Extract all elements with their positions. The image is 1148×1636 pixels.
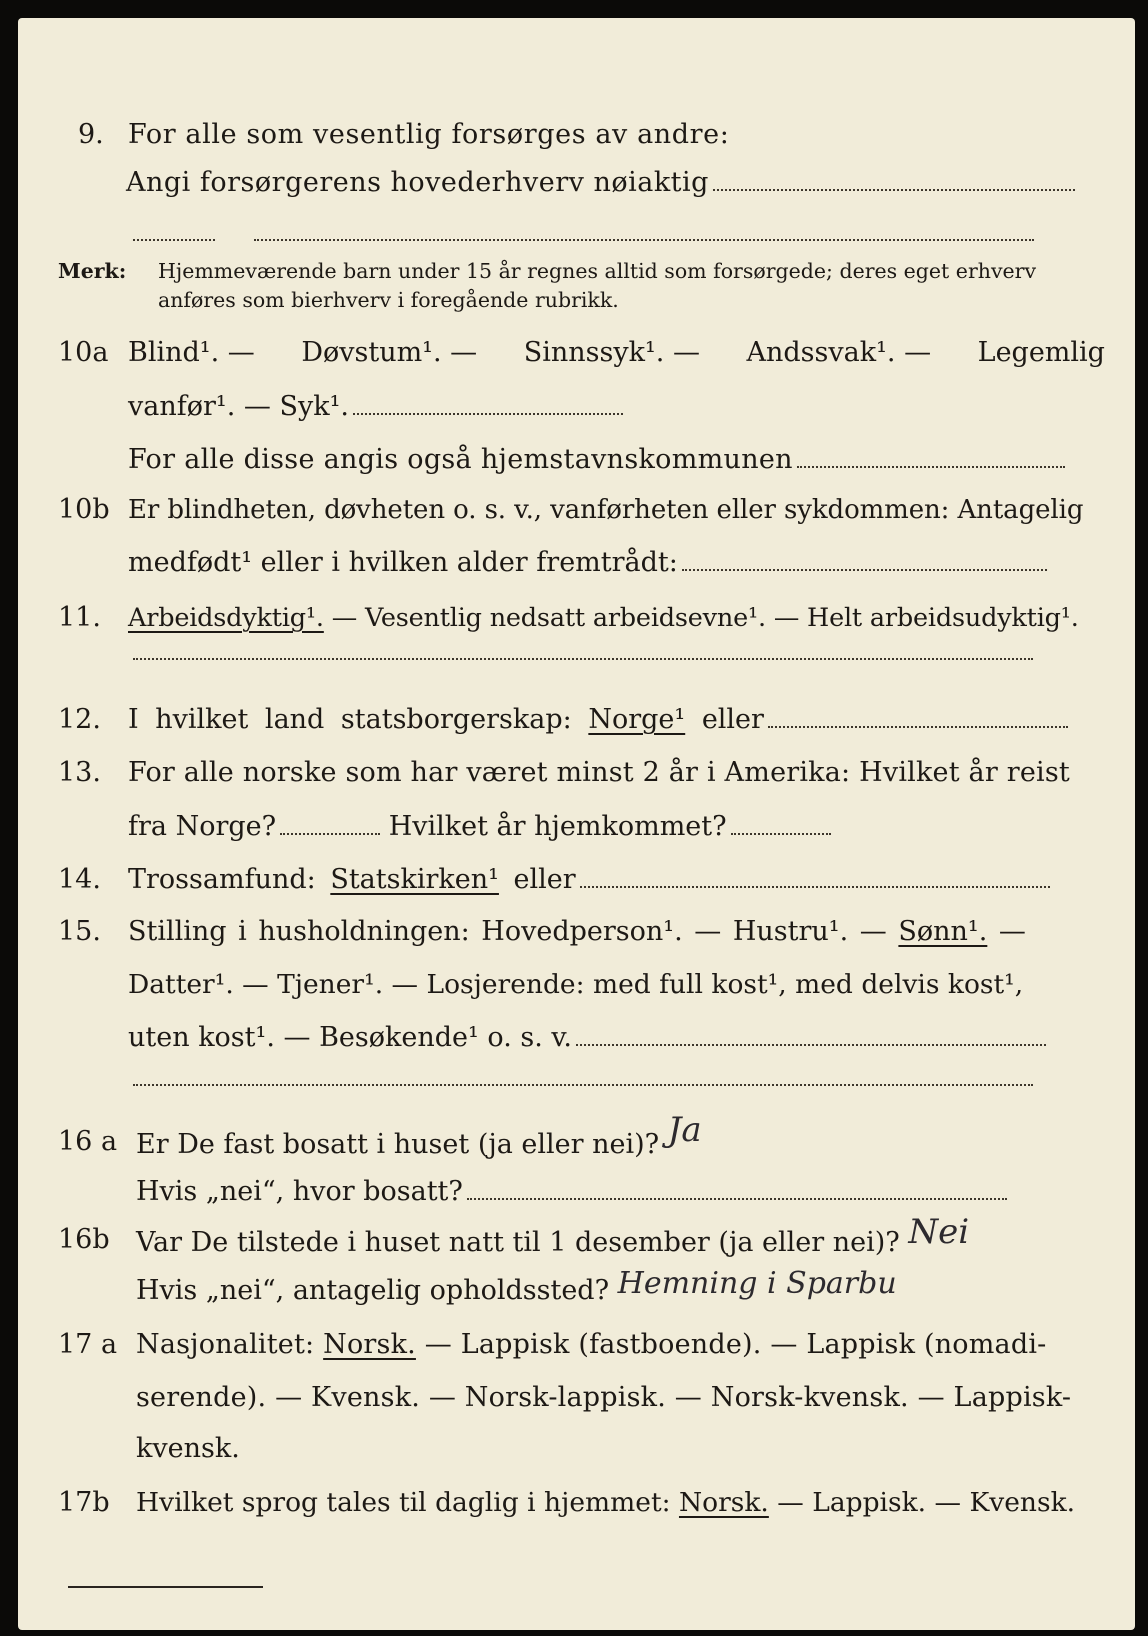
bottom-rule	[68, 1586, 263, 1588]
q12-eller: eller	[701, 704, 764, 735]
q12-other-country-field[interactable]	[768, 726, 1068, 728]
q15-dash: —	[998, 916, 1026, 947]
q14-number: 14.	[58, 864, 101, 895]
q9-text-line1: For alle som vesentlig forsørges av andre:	[128, 119, 730, 150]
q15-answer-line[interactable]	[133, 1084, 1033, 1086]
q10a-option-blind[interactable]: Blind¹. —	[128, 337, 255, 368]
q16b-number: 16b	[58, 1224, 110, 1255]
merk-label: Merk:	[58, 259, 127, 283]
q15-text-line2: Datter¹. — Tjener¹. — Losjerende: med full kost¹, med delvis kost¹,	[128, 969, 1024, 1000]
q10a-option-dovstum[interactable]: Døvstum¹. —	[301, 337, 478, 368]
census-form-page	[18, 18, 1135, 1630]
q13-text-line1: For alle norske som har været minst 2 år i Amerika: Hvilket år reist	[128, 757, 1070, 788]
q15-number: 15.	[58, 916, 101, 947]
q10a-text-line2: vanfør¹. — Syk¹.	[128, 391, 349, 422]
q16a-text-line1: Er De fast bosatt i huset (ja eller nei)?	[136, 1129, 660, 1160]
q17a-other-options[interactable]: — Lappisk (fastboende). — Lappisk (nomadi-	[424, 1329, 1047, 1360]
q10b-number: 10b	[58, 494, 110, 525]
q15-other-field[interactable]	[576, 1044, 1046, 1046]
q10a-number: 10a	[58, 337, 109, 368]
q13-hjemkommet-field[interactable]	[731, 833, 831, 835]
q17a-text-line2[interactable]: serende). — Kvensk. — Norsk-lappisk. — Norsk-kvensk. — Lappisk-	[136, 1382, 1072, 1413]
merk-text-line1: Hjemmeværende barn under 15 år regnes alltid som forsørgede; deres eget erhverv	[158, 259, 1037, 283]
q9-text-line2: Angi forsørgerens hovederhverv nøiaktig	[126, 167, 709, 198]
q17b-prompt: Hvilket sprog tales til daglig i hjemmet:	[136, 1487, 671, 1518]
q17a-choice-norsk-selected[interactable]: Norsk.	[323, 1329, 416, 1360]
q10b-text-line1: Er blindheten, døvheten o. s. v., vanførheten eller sykdommen: Antagelig	[128, 495, 1084, 525]
q16b-opholdssted-handwritten[interactable]: Hemning i Sparbu	[617, 1266, 897, 1301]
q14-choice-statskirken-selected[interactable]: Statskirken¹	[330, 864, 499, 895]
q16a-text-line2: Hvis „nei“, hvor bosatt?	[136, 1176, 463, 1207]
q14-prompt: Trossamfund:	[128, 864, 316, 895]
q15-text-line1: Stilling i husholdningen: Hovedperson¹. — Hustru¹. —	[128, 916, 887, 947]
q17b-other-options[interactable]: — Lappisk. — Kvensk.	[777, 1487, 1076, 1518]
q16a-bosatt-field[interactable]	[467, 1198, 1007, 1200]
q10a-option-sinnssyk[interactable]: Sinnssyk¹. —	[523, 337, 700, 368]
q10b-age-field[interactable]	[682, 569, 1047, 571]
q15-choice-sonn-selected[interactable]: Sønn¹.	[898, 916, 988, 947]
q11-other-options[interactable]: — Vesentlig nedsatt arbeidsevne¹. — Helt arbeidsudyktig¹.	[323, 603, 1079, 633]
q17b-number: 17b	[58, 1487, 110, 1518]
q16b-text-line2: Hvis „nei“, antagelig opholdssted?	[136, 1275, 610, 1306]
q13-reist-field[interactable]	[280, 833, 380, 835]
q10a-text-line3: For alle disse angis også hjemstavnskommunen	[128, 444, 793, 475]
q12-choice-norge-selected[interactable]: Norge¹	[588, 704, 686, 735]
merk-text-line2: anføres som bierhverv i foregående rubrikk.	[158, 288, 619, 312]
q16b-text-line1: Var De tilstede i huset natt til 1 desember (ja eller nei)?	[136, 1227, 900, 1258]
q12-prompt: I hvilket land statsborgerskap:	[128, 704, 572, 735]
q12-number: 12.	[58, 704, 101, 735]
q10a-option-andssvak[interactable]: Andssvak¹. —	[746, 337, 932, 368]
q9-answer-line-b[interactable]	[254, 239, 1034, 241]
q10a-hjemstavn-field[interactable]	[797, 466, 1065, 468]
q16b-answer-handwritten[interactable]: Nei	[908, 1212, 970, 1252]
q11-answer-line[interactable]	[133, 658, 1033, 660]
q15-text-line3: uten kost¹. — Besøkende¹ o. s. v.	[128, 1022, 573, 1053]
q17a-prompt: Nasjonalitet:	[136, 1329, 315, 1360]
q9-answer-field[interactable]	[713, 189, 1075, 191]
q11-number: 11.	[58, 602, 101, 633]
q13-number: 13.	[58, 757, 101, 788]
q9-number: 9.	[78, 119, 104, 150]
q10b-text-line2: medfødt¹ eller i hvilken alder fremtrådt:	[128, 547, 678, 578]
q14-eller: eller	[513, 864, 576, 895]
q11-option-arbeidsdyktig-selected[interactable]: Arbeidsdyktig¹.	[128, 603, 324, 633]
q17b-choice-norsk-selected[interactable]: Norsk.	[678, 1487, 769, 1518]
q9-answer-line-a	[133, 239, 215, 241]
q14-other-field[interactable]	[580, 886, 1050, 888]
q10a-option-legemlig[interactable]: Legemlig	[977, 337, 1105, 368]
q17a-number: 17 a	[58, 1329, 118, 1360]
q13-reist-label: fra Norge?	[128, 811, 277, 842]
q10a-options-line1	[128, 336, 1105, 370]
q17a-text-line3[interactable]: kvensk.	[136, 1433, 240, 1464]
q13-hjemkommet-label: Hvilket år hjemkommet?	[388, 811, 727, 842]
q16a-answer-handwritten[interactable]: Ja	[667, 1110, 702, 1150]
q10a-syk-field[interactable]	[353, 413, 623, 415]
q16a-number: 16 a	[58, 1126, 118, 1157]
